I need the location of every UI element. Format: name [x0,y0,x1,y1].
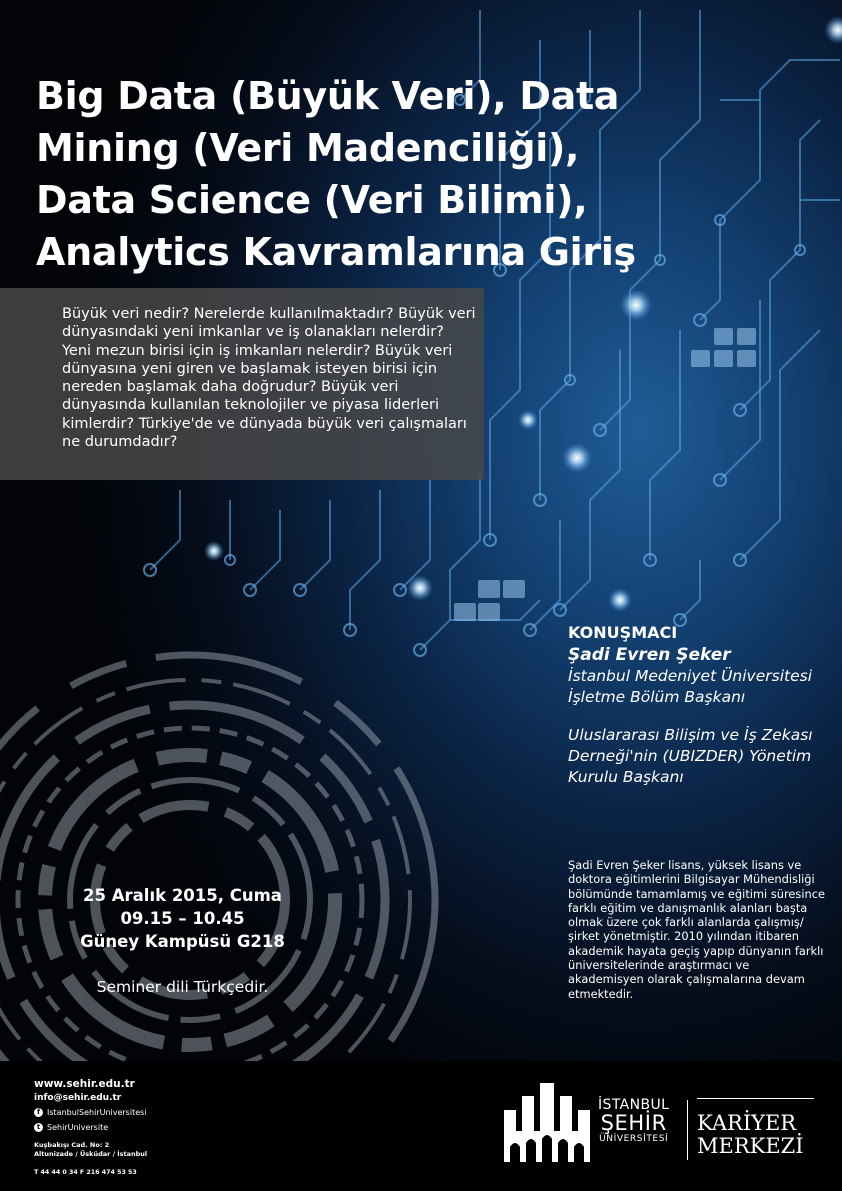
website-link[interactable]: www.sehir.edu.tr [34,1078,135,1090]
facebook-handle: IstanbulSehirUniversitesi [47,1108,147,1117]
university-line: ŞEHİR [600,1111,667,1135]
event-place: Güney Kampüsü G218 [80,932,285,951]
university-line: İSTANBUL [598,1097,670,1113]
title-line: Big Data (Büyük Veri), Data [36,74,620,118]
speaker-label: KONUŞMACI [568,623,678,642]
speaker-role-secondary: Uluslararası Bilişim ve İş Zekası Derneği'nin (UBIZDER) Yönetim Kurulu Başkanı [568,726,813,786]
event-details [60,884,305,997]
career-center-rule [697,1098,814,1099]
event-language-note: Seminer dili Türkçedir. [96,978,269,996]
speaker-role-primary: İstanbul Medeniyet Üniversitesi İşletme Bölüm Başkanı [568,667,813,706]
contact-block [34,1077,147,1177]
address-line: Kuşbakışı Cad. No: 2 [34,1141,110,1149]
career-center-name [697,1112,817,1158]
speaker-bio: Şadi Evren Şeker lisans, yüksek lisans ve doktora eğitimlerini Bilgisayar Mühendisliği bölümünde tamamlamış ve eğitimi süresince farklı eğitim ve danışmanlık alanları başta olmak üzere çok farklı alanlarda çalışmış/şirket yönetmiştir. 2010 yılından itibaren akademik hayata geçiş yapıp dünyanın farklı üniversitelerinde araştırmacı ve akademisyen olarak çalışmalarına devam etmektedir. [568,858,826,1001]
logo-divider [687,1100,688,1160]
facebook-link[interactable] [34,1106,147,1119]
university-line: ÜNİVERSİTESİ [599,1134,669,1144]
title-line: Data Science (Veri Bilimi), [36,178,588,222]
title-line: Mining (Veri Madenciliği), [36,126,580,170]
pixel-squares [454,328,756,621]
university-logo-icon [504,1083,590,1162]
twitter-handle: SehirUniversite [47,1123,109,1132]
event-time: 09.15 – 10.45 [120,909,245,928]
speaker-name: Şadi Evren Şeker [568,645,731,665]
email-link[interactable]: info@sehir.edu.tr [34,1093,122,1103]
event-title [36,70,736,278]
twitter-link[interactable] [34,1121,147,1134]
career-center-line: MERKEZİ [697,1134,804,1158]
event-date: 25 Aralık 2015, Cuma [83,886,282,905]
university-name [598,1097,669,1145]
speaker-section [568,622,818,788]
career-center-line: KARİYER [697,1111,797,1135]
facebook-icon: f [34,1108,43,1117]
intro-text: Büyük veri nedir? Nerelerde kullanılmaktadır? Büyük veri dünyasındaki yeni imkanlar ve iş olanakları nelerdir? Yeni mezun birisi için iş imkanları nelerdir? Büyük veri dünyasına yeni giren ve başlamak isteyen birisi için nereden başlamak daha doğrudur? Büyük veri dünyasında kullanılan teknolojiler ve piyasa liderleri kimlerdir? Türkiye'de ve dünyada büyük veri çalışmaları ne durumdadır? [62,306,476,451]
phone-line: T 44 44 0 34 F 216 474 53 53 [34,1169,137,1176]
title-line: Analytics Kavramlarına Giriş [36,230,636,274]
address-line: Altunizade / Üsküdar / İstanbul [34,1150,148,1158]
twitter-icon: t [34,1123,43,1132]
